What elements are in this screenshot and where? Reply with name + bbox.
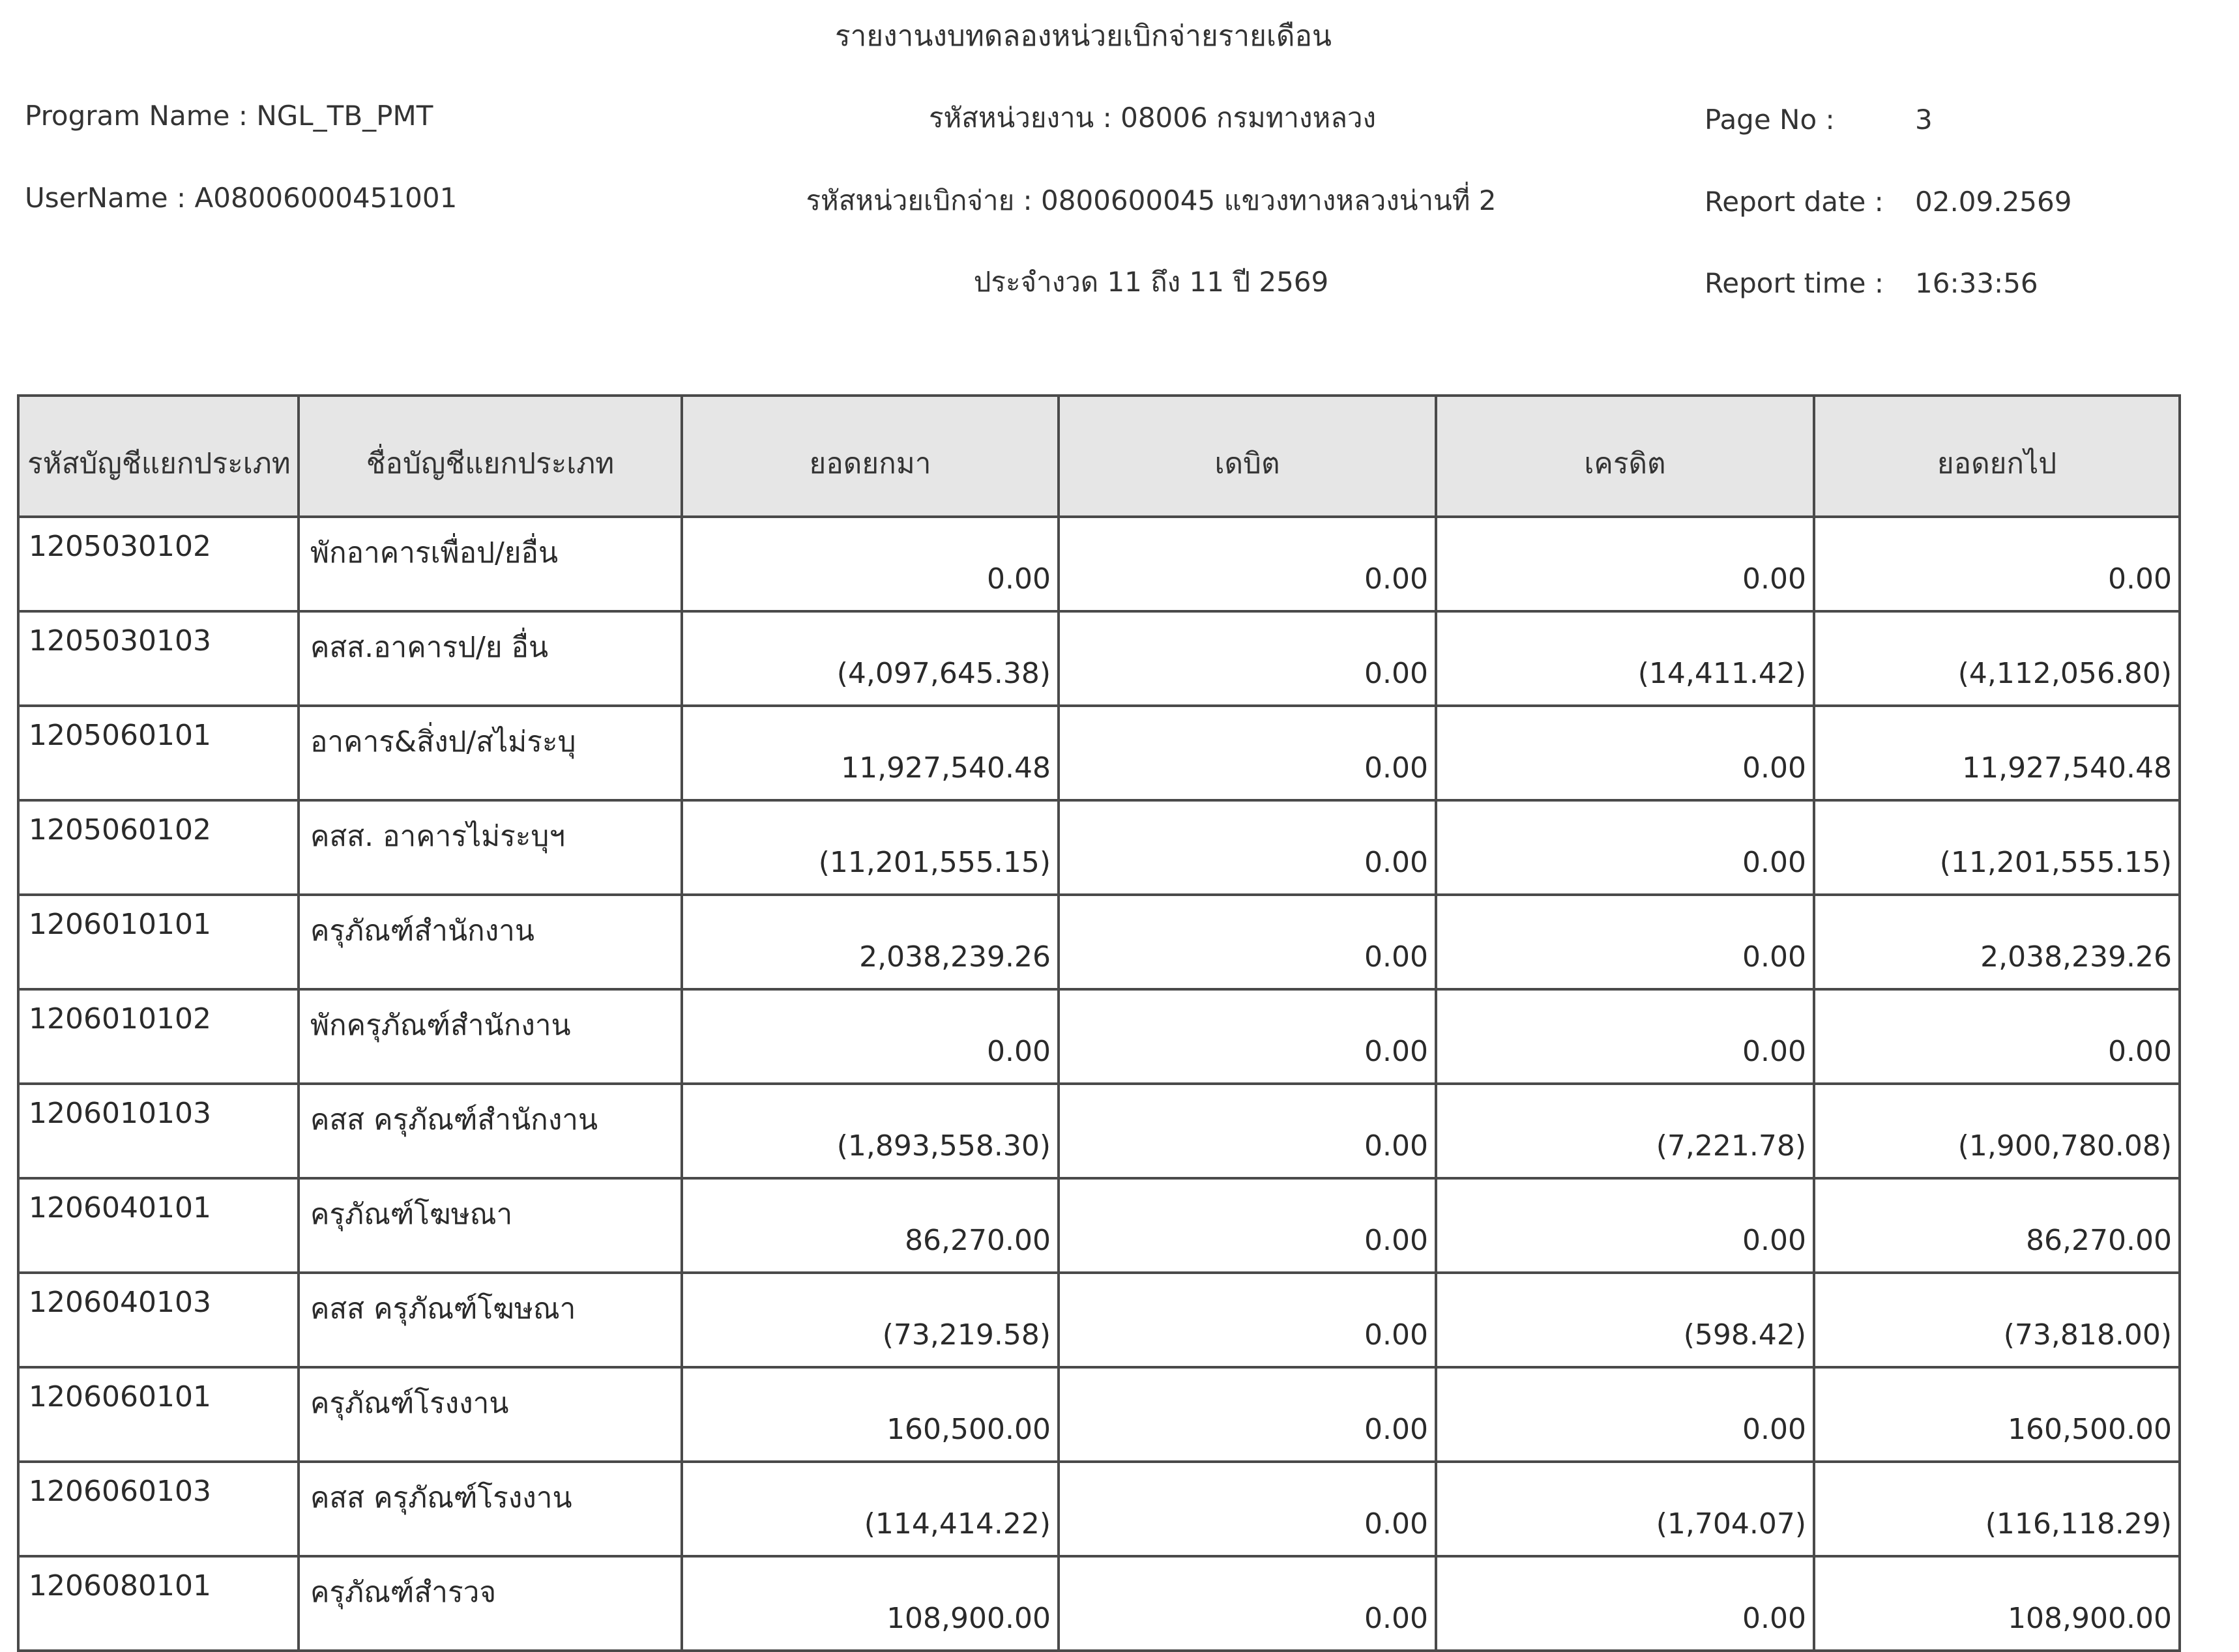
account-name-cell: คสส ครุภัณฑ์สำนักงาน — [299, 1084, 682, 1178]
debit-cell: 0.00 — [1059, 800, 1436, 895]
report-time-value: 16:33:56 — [1915, 267, 2038, 299]
credit-cell: 0.00 — [1436, 517, 1814, 611]
opening-balance-cell: 0.00 — [682, 517, 1059, 611]
account-code-cell: 1206060101 — [18, 1367, 299, 1462]
closing-balance-cell: (116,118.29) — [1814, 1462, 2180, 1556]
opening-balance-cell: (73,219.58) — [682, 1273, 1059, 1367]
closing-balance-cell: 86,270.00 — [1814, 1178, 2180, 1273]
table-row — [18, 800, 2180, 895]
table-header-row — [18, 396, 2180, 517]
program-name: Program Name : NGL_TB_PMT — [25, 100, 433, 132]
table-row — [18, 706, 2180, 800]
account-name-cell: ครุภัณฑ์โรงงาน — [299, 1367, 682, 1462]
closing-balance-cell: 0.00 — [1814, 989, 2180, 1084]
header-account-name: ชื่อบัญชีแยกประเภท — [299, 396, 682, 517]
table-row — [18, 895, 2180, 989]
report-title: รายงานงบทดลองหน่วยเบิกจ่ายรายเดือน — [835, 20, 1332, 53]
account-name-cell: คสส. อาคารไม่ระบุฯ — [299, 800, 682, 895]
opening-balance-cell: 2,038,239.26 — [682, 895, 1059, 989]
header-credit: เครดิต — [1436, 396, 1814, 517]
table-row — [18, 989, 2180, 1084]
account-code-cell: 1206010103 — [18, 1084, 299, 1178]
report-date-label: Report date : — [1705, 186, 1884, 218]
account-code-cell: 1206040103 — [18, 1273, 299, 1367]
opening-balance-cell: 86,270.00 — [682, 1178, 1059, 1273]
header-debit: เดบิต — [1059, 396, 1436, 517]
report-date-value: 02.09.2569 — [1915, 186, 2072, 218]
table-row — [18, 1273, 2180, 1367]
closing-balance-cell: 160,500.00 — [1814, 1367, 2180, 1462]
credit-cell: 0.00 — [1436, 1367, 1814, 1462]
table-row — [18, 611, 2180, 706]
closing-balance-cell: (11,201,555.15) — [1814, 800, 2180, 895]
table-row — [18, 1178, 2180, 1273]
table-row — [18, 1084, 2180, 1178]
debit-cell: 0.00 — [1059, 1273, 1436, 1367]
credit-cell: 0.00 — [1436, 1178, 1814, 1273]
header-opening-balance: ยอดยกมา — [682, 396, 1059, 517]
page-no-value: 3 — [1915, 104, 1933, 136]
debit-cell: 0.00 — [1059, 1084, 1436, 1178]
trial-balance-table — [17, 394, 2181, 1652]
page-no-label: Page No : — [1705, 104, 1835, 136]
credit-cell: (14,411.42) — [1436, 611, 1814, 706]
agency-code: รหัสหน่วยงาน : 08006 กรมทางหลวง — [928, 102, 1377, 134]
opening-balance-cell: 108,900.00 — [682, 1556, 1059, 1651]
debit-cell: 0.00 — [1059, 1556, 1436, 1651]
account-name-cell: คสส ครุภัณฑ์โฆษณา — [299, 1273, 682, 1367]
debit-cell: 0.00 — [1059, 1367, 1436, 1462]
account-code-cell: 1205060102 — [18, 800, 299, 895]
account-name-cell: ครุภัณฑ์สำนักงาน — [299, 895, 682, 989]
credit-cell: (7,221.78) — [1436, 1084, 1814, 1178]
opening-balance-cell: 0.00 — [682, 989, 1059, 1084]
account-name-cell: คสส.อาคารป/ย อื่น — [299, 611, 682, 706]
account-code-cell: 1206010101 — [18, 895, 299, 989]
account-code-cell: 1206010102 — [18, 989, 299, 1084]
debit-cell: 0.00 — [1059, 611, 1436, 706]
closing-balance-cell: (73,818.00) — [1814, 1273, 2180, 1367]
credit-cell: (598.42) — [1436, 1273, 1814, 1367]
account-code-cell: 1206060103 — [18, 1462, 299, 1556]
account-code-cell: 1205030103 — [18, 611, 299, 706]
account-name-cell: พักอาคารเพื่อป/ยอื่น — [299, 517, 682, 611]
user-name: UserName : A08006000451001 — [25, 182, 458, 214]
debit-cell: 0.00 — [1059, 517, 1436, 611]
header-account-code: รหัสบัญชีแยกประเภท — [18, 396, 299, 517]
closing-balance-cell: 108,900.00 — [1814, 1556, 2180, 1651]
account-name-cell: พักครุภัณฑ์สำนักงาน — [299, 989, 682, 1084]
account-code-cell: 1206040101 — [18, 1178, 299, 1273]
credit-cell: (1,704.07) — [1436, 1462, 1814, 1556]
account-name-cell: ครุภัณฑ์สำรวจ — [299, 1556, 682, 1651]
opening-balance-cell: 11,927,540.48 — [682, 706, 1059, 800]
opening-balance-cell: (1,893,558.30) — [682, 1084, 1059, 1178]
table-row — [18, 517, 2180, 611]
closing-balance-cell: (4,112,056.80) — [1814, 611, 2180, 706]
credit-cell: 0.00 — [1436, 800, 1814, 895]
closing-balance-cell: (1,900,780.08) — [1814, 1084, 2180, 1178]
credit-cell: 0.00 — [1436, 989, 1814, 1084]
credit-cell: 0.00 — [1436, 895, 1814, 989]
debit-cell: 0.00 — [1059, 989, 1436, 1084]
closing-balance-cell: 0.00 — [1814, 517, 2180, 611]
account-code-cell: 1206080101 — [18, 1556, 299, 1651]
debit-cell: 0.00 — [1059, 895, 1436, 989]
closing-balance-cell: 11,927,540.48 — [1814, 706, 2180, 800]
debit-cell: 0.00 — [1059, 1462, 1436, 1556]
opening-balance-cell: (114,414.22) — [682, 1462, 1059, 1556]
account-name-cell: อาคาร&สิ่งป/สไม่ระบุ — [299, 706, 682, 800]
opening-balance-cell: 160,500.00 — [682, 1367, 1059, 1462]
table-row — [18, 1367, 2180, 1462]
account-name-cell: ครุภัณฑ์โฆษณา — [299, 1178, 682, 1273]
opening-balance-cell: (11,201,555.15) — [682, 800, 1059, 895]
debit-cell: 0.00 — [1059, 706, 1436, 800]
table-row — [18, 1556, 2180, 1651]
account-code-cell: 1205060101 — [18, 706, 299, 800]
closing-balance-cell: 2,038,239.26 — [1814, 895, 2180, 989]
header-closing-balance: ยอดยกไป — [1814, 396, 2180, 517]
credit-cell: 0.00 — [1436, 706, 1814, 800]
opening-balance-cell: (4,097,645.38) — [682, 611, 1059, 706]
table-row — [18, 1462, 2180, 1556]
report-time-label: Report time : — [1705, 267, 1884, 299]
report-period: ประจำงวด 11 ถึง 11 ปี 2569 — [973, 266, 1329, 298]
debit-cell: 0.00 — [1059, 1178, 1436, 1273]
disbursing-unit-code: รหัสหน่วยเบิกจ่าย : 0800600045 แขวงทางหลวงน่านที่ 2 — [806, 184, 1497, 216]
account-code-cell: 1205030102 — [18, 517, 299, 611]
account-name-cell: คสส ครุภัณฑ์โรงงาน — [299, 1462, 682, 1556]
credit-cell: 0.00 — [1436, 1556, 1814, 1651]
